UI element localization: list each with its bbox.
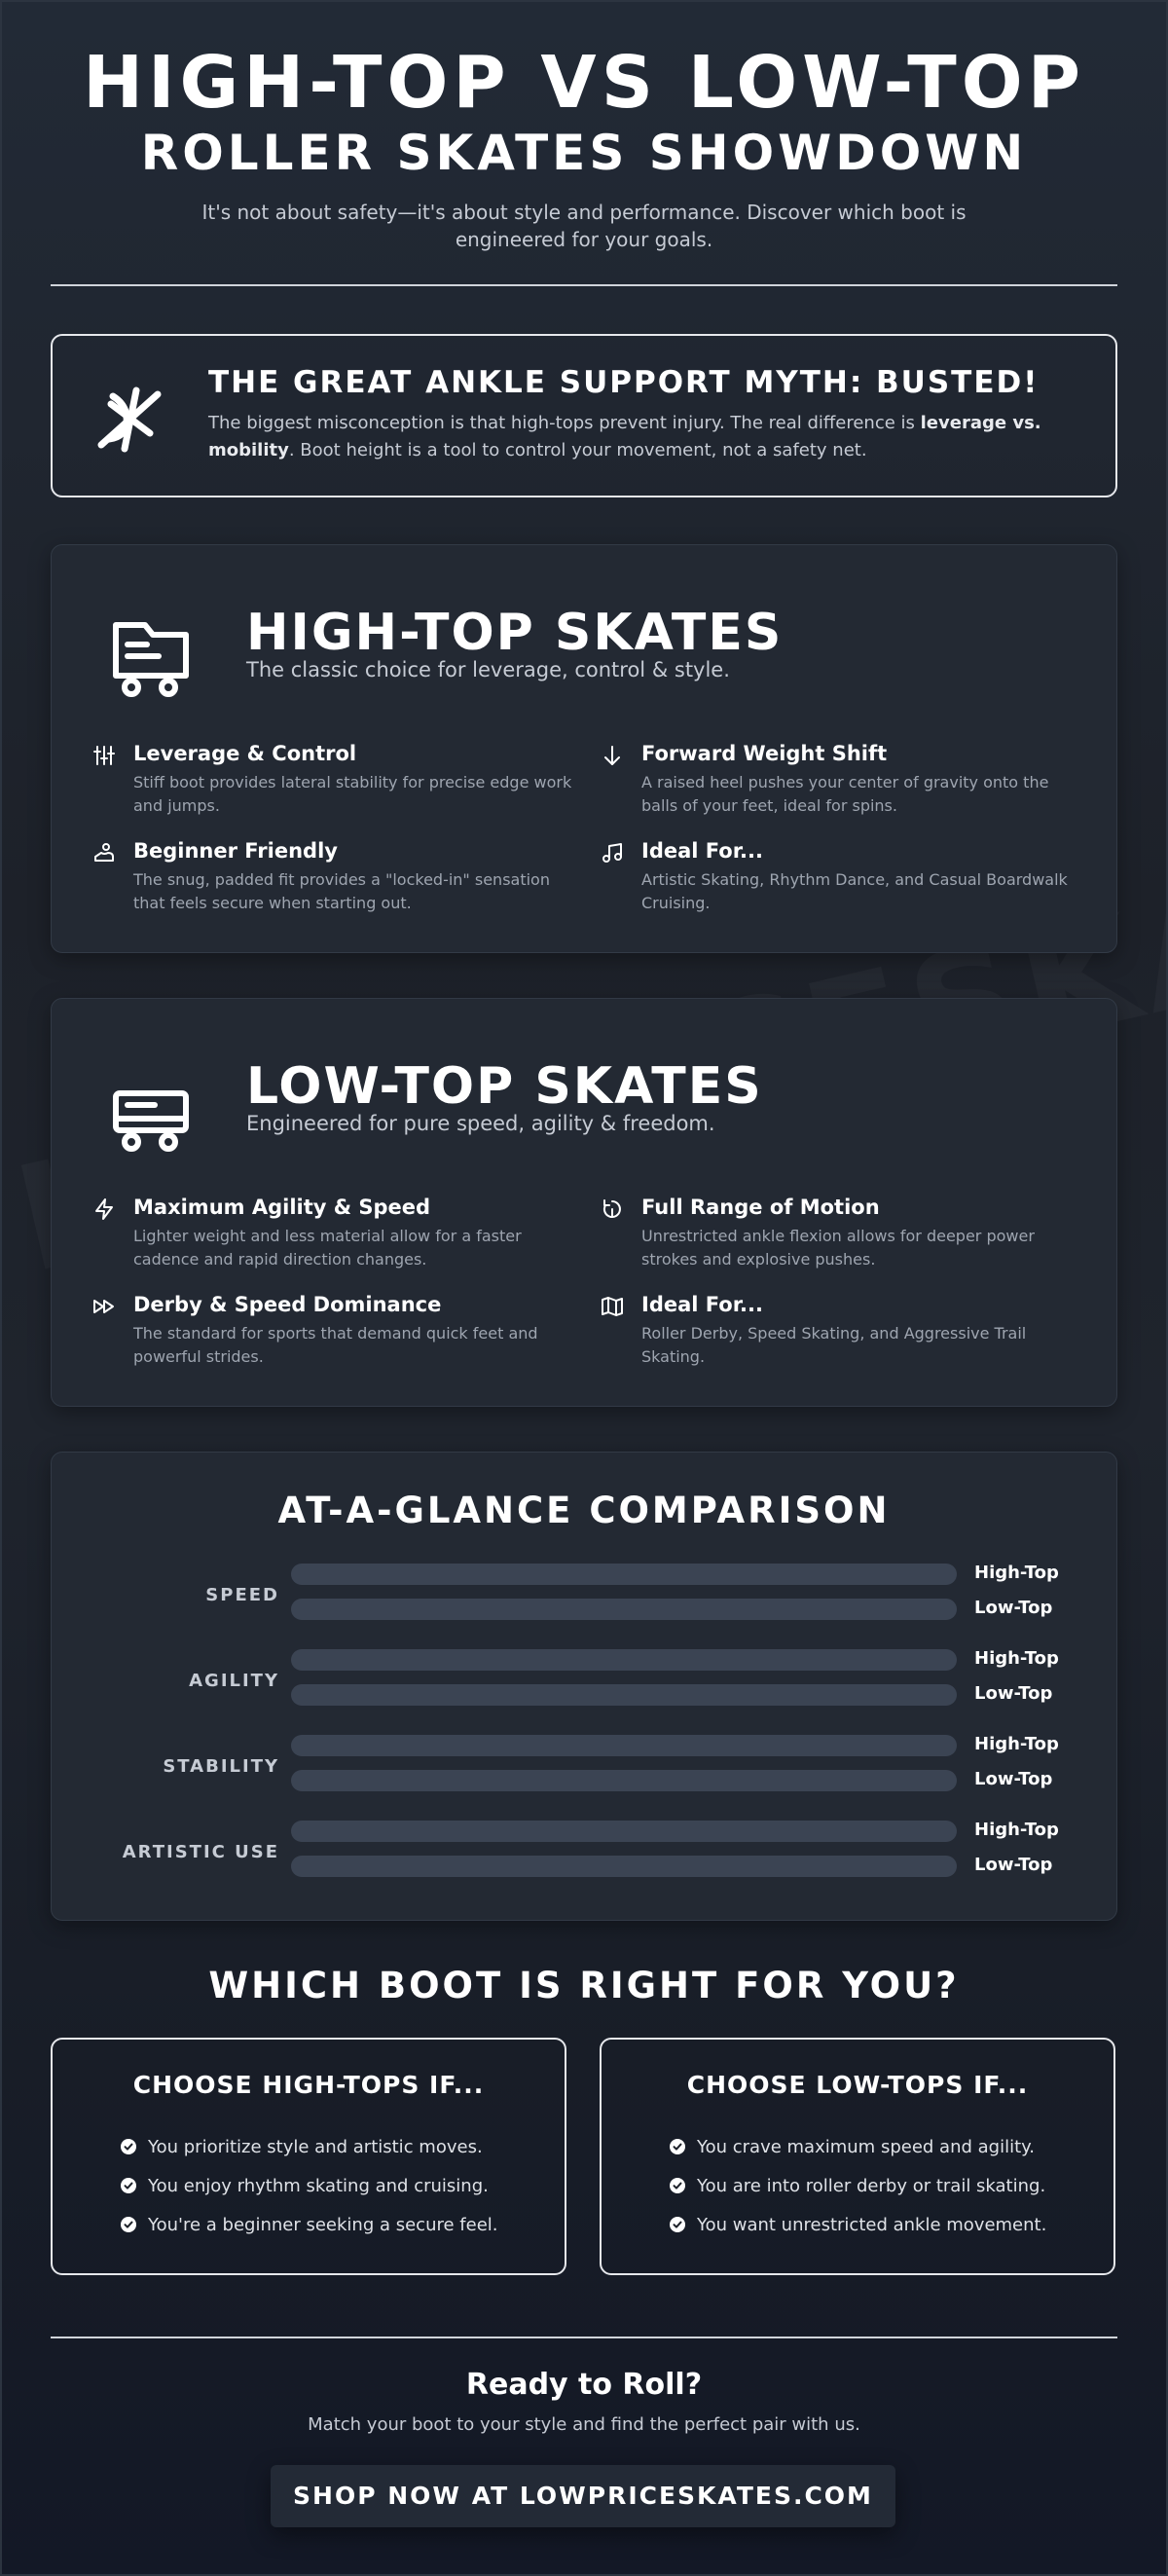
choose-high-top-box	[51, 2038, 566, 2275]
high-top-skate-icon	[112, 619, 190, 697]
choose-low-top-box	[600, 2038, 1115, 2275]
feature-desc: Stiff boot provides lateral stability for precise edge work and jumps.	[133, 773, 572, 815]
feature-desc: Artistic Skating, Rhythm Dance, and Casual Boardwalk Cruising.	[641, 870, 1068, 912]
check-circle-icon	[670, 2178, 685, 2193]
comparison-row-label: ARTISTIC USE	[122, 1842, 279, 1862]
comparison-series-label: High-Top	[974, 1648, 1059, 1669]
list-item: You are into roller derby or trail skating.	[670, 2176, 1045, 2196]
comparison-bar-low-top	[291, 1684, 957, 1706]
feature-desc: A raised heel pushes your center of gravity onto the balls of your feet, ideal for spins.	[641, 773, 1049, 815]
map-icon	[601, 1295, 624, 1318]
music-note-icon	[601, 841, 624, 865]
comparison-bar-low-top	[291, 1856, 957, 1877]
list-item: You're a beginner seeking a secure feel.	[121, 2215, 498, 2235]
check-circle-icon	[670, 2139, 685, 2154]
feature-desc: Lighter weight and less material allow for a faster cadence and rapid direction changes.	[133, 1227, 522, 1269]
check-circle-icon	[121, 2217, 136, 2232]
intro-text: It's not about safety—it's about style and performance. Discover which boot is engineered for your goals.	[201, 201, 967, 251]
comparison-bar-high-top	[291, 1821, 957, 1842]
arrow-down-icon	[601, 744, 624, 767]
comparison-row-label: SPEED	[205, 1585, 279, 1605]
feature-title: Leverage & Control	[133, 742, 357, 765]
choose-high-title: CHOOSE HIGH-TOPS IF...	[132, 2071, 485, 2099]
page-title: HIGH-TOP VS LOW-TOP	[83, 41, 1085, 125]
footer-subtitle: Match your boot to your style and find the perfect pair with us.	[308, 2414, 860, 2435]
list-item: You prioritize style and artistic moves.	[121, 2137, 483, 2157]
comparison-series-label: Low-Top	[974, 1855, 1053, 1875]
shop-now-button[interactable]: SHOP NOW AT LOWPRICESKATES.COM	[271, 2465, 895, 2527]
comparison-bar-high-top	[291, 1735, 957, 1756]
footer-title: Ready to Roll?	[465, 2368, 703, 2402]
fast-forward-icon	[92, 1295, 116, 1318]
comparison-series-label: High-Top	[974, 1563, 1059, 1583]
comparison-series-label: Low-Top	[974, 1769, 1053, 1789]
list-item: You want unrestricted ankle movement.	[670, 2215, 1046, 2235]
comparison-card	[51, 1452, 1117, 1921]
high-top-title: HIGH-TOP SKATES	[246, 604, 784, 662]
divider	[51, 284, 1117, 286]
page-subtitle: ROLLER SKATES SHOWDOWN	[140, 125, 1028, 181]
divider	[51, 2337, 1117, 2338]
comparison-title: AT-A-GLANCE COMPARISON	[277, 1490, 891, 1531]
feature-title: Ideal For...	[641, 839, 763, 863]
feature-title: Full Range of Motion	[641, 1196, 880, 1219]
low-top-skate-icon	[112, 1083, 190, 1160]
low-top-title: LOW-TOP SKATES	[246, 1057, 763, 1116]
check-circle-icon	[121, 2178, 136, 2193]
beginner-icon	[92, 841, 116, 865]
feature-title: Maximum Agility & Speed	[133, 1196, 431, 1219]
high-top-card	[51, 544, 1117, 953]
choose-low-title: CHOOSE LOW-TOPS IF...	[686, 2071, 1029, 2099]
lightning-icon	[92, 1197, 116, 1221]
comparison-row-label: AGILITY	[189, 1671, 279, 1691]
comparison-bar-high-top	[291, 1564, 957, 1585]
check-circle-icon	[670, 2217, 685, 2232]
comparison-row-label: STABILITY	[163, 1756, 279, 1777]
comparison-series-label: High-Top	[974, 1734, 1059, 1754]
feature-desc: Unrestricted ankle flexion allows for deeper power strokes and explosive pushes.	[641, 1227, 1035, 1269]
list-item: You crave maximum speed and agility.	[670, 2137, 1035, 2157]
feature-desc: The standard for sports that demand quick feet and powerful strides.	[133, 1324, 538, 1366]
low-top-card	[51, 998, 1117, 1407]
comparison-bar-high-top	[291, 1649, 957, 1671]
feature-desc: Roller Derby, Speed Skating, and Aggressive Trail Skating.	[641, 1324, 1027, 1366]
feature-desc: The snug, padded fit provides a "locked-in" sensation that feels secure when starting out.	[133, 870, 550, 912]
comparison-series-label: Low-Top	[974, 1683, 1053, 1704]
myth-title: THE GREAT ANKLE SUPPORT MYTH: BUSTED!	[208, 365, 1040, 400]
list-item: You enjoy rhythm skating and cruising.	[121, 2176, 489, 2196]
high-top-subtitle: The classic choice for leverage, control & style.	[246, 658, 730, 681]
comparison-bar-low-top	[291, 1599, 957, 1620]
feature-title: Ideal For...	[641, 1293, 763, 1316]
sliders-icon	[92, 744, 116, 767]
rotate-icon	[601, 1197, 624, 1221]
feature-title: Forward Weight Shift	[641, 742, 888, 765]
myth-box	[51, 334, 1117, 497]
comparison-series-label: Low-Top	[974, 1598, 1053, 1618]
which-boot-title: WHICH BOOT IS RIGHT FOR YOU?	[208, 1965, 960, 2006]
myth-body: The biggest misconception is that high-tops prevent injury. The real difference is leverage vs. mobility. Boot height is a tool to control your movement, not a safety net.	[208, 413, 1041, 460]
low-top-subtitle: Engineered for pure speed, agility & freedom.	[246, 1112, 715, 1135]
comparison-bar-low-top	[291, 1770, 957, 1791]
crossed-ankle-icon	[90, 377, 167, 455]
feature-title: Derby & Speed Dominance	[133, 1293, 442, 1316]
check-circle-icon	[121, 2139, 136, 2154]
comparison-series-label: High-Top	[974, 1820, 1059, 1840]
feature-title: Beginner Friendly	[133, 839, 338, 863]
